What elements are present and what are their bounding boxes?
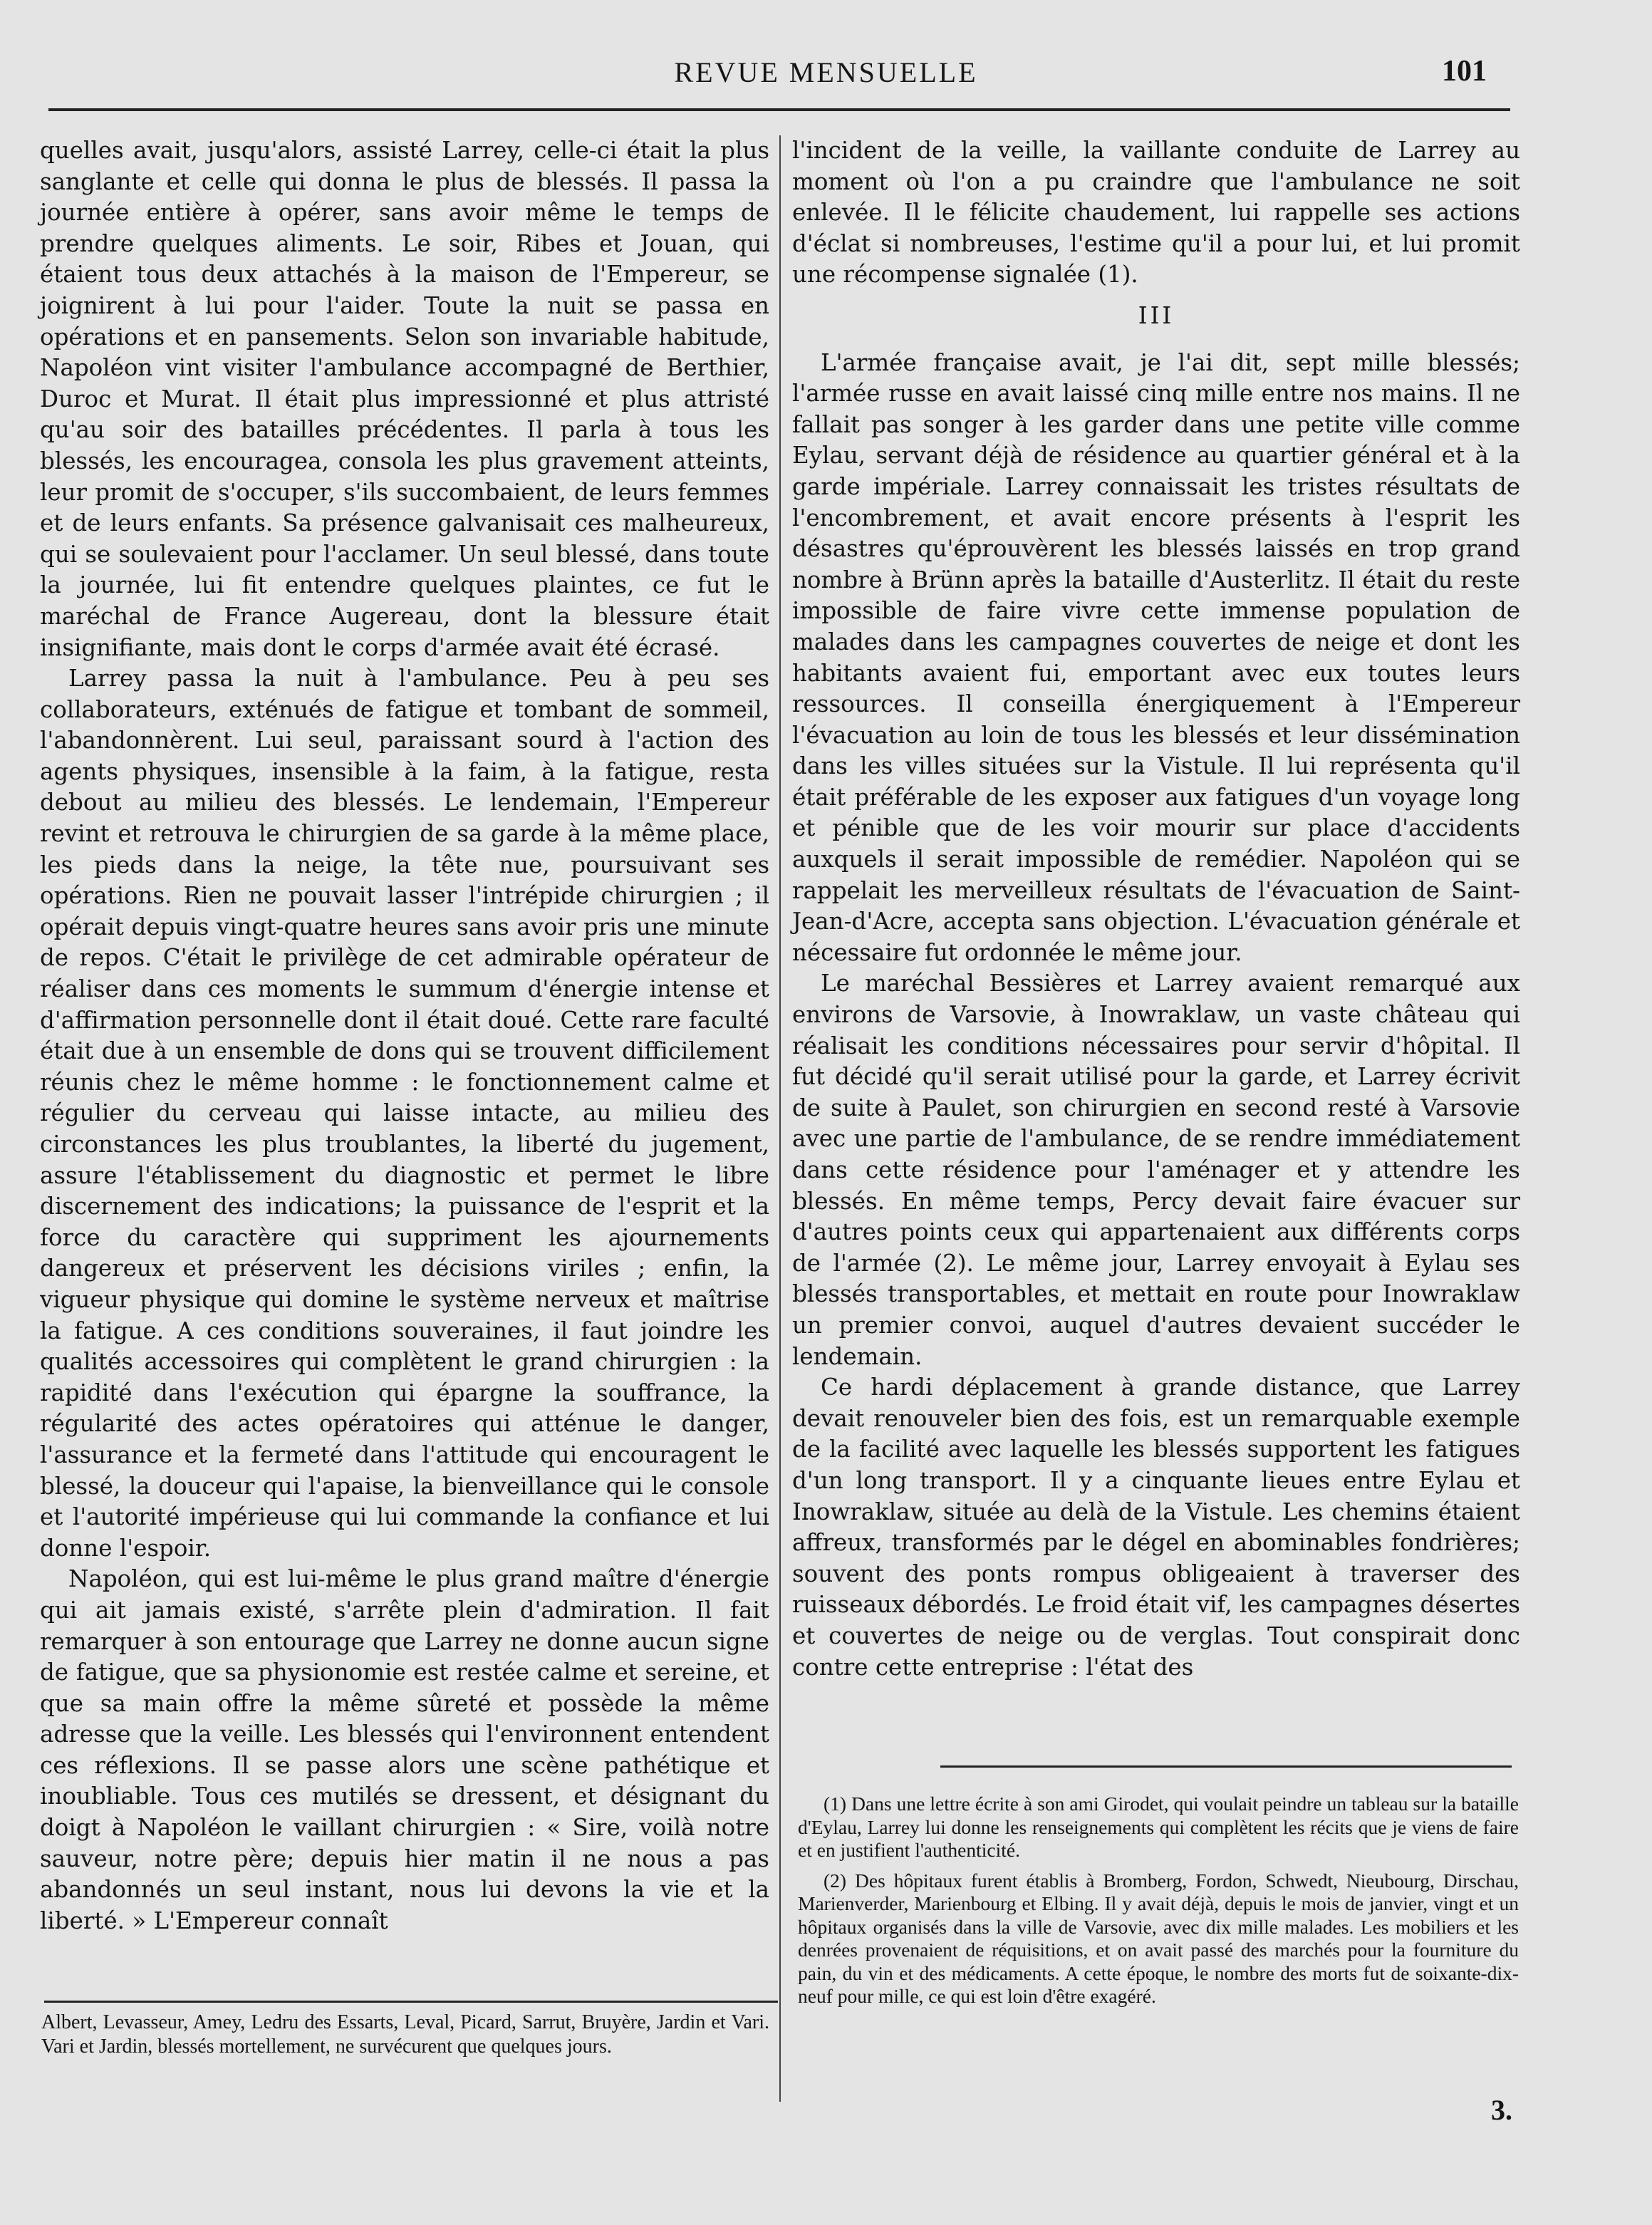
running-header-title: REVUE MENSUELLE bbox=[674, 56, 978, 88]
left-paragraph-2: Larrey passa la nuit à l'ambulance. Peu à peu ses collaborateurs, exténués de fatigue et tombant de sommeil, l'abandonnèrent. Lui seul, paraissant sourd à l'action des agents physiques, insensible à la faim, à la fatigue, resta debout au milieu des blessés. Le lendemain, l'Empereur revint et retrouva le chirurgien de sa garde à la même place, les pieds dans la neige, la tête nue, poursuivant ses opérations. Rien ne pouvait lasser l'intrépide chirurgien ; il opérait depuis vingt-quatre heures sans avoir pris une minute de repos. C'était le privilège de cet admirable opérateur de réaliser dans ces moments le summum d'énergie intense et d'affirmation personnelle dont il était doué. Cette rare faculté était due à un ensemble de dons qui se trouvent difficilement réunis chez le même homme : le fonctionnement calme et régulier du cerveau qui laisse intacte, au milieu des circonstances les plus troublantes, la liberté du jugement, assure l'établissement du diagnostic et permet le libre discernement des indications; la puissance de l'esprit et la force du caractère qui suppriment les ajournements dangereux et préservent les décisions viriles ; enfin, la vigueur physique qui domine le système nerveux et maîtrise la fatigue. A ces conditions souveraines, il faut joindre les qualités accessoires qui complètent le grand chirurgien : la rapidité dans l'exécution qui épargne la souffrance, la régularité des actes opératoires qui atténue le danger, l'assurance et la fermeté dans l'attitude qui encouragent le blessé, la douceur qui l'apaise, la bienveillance qui le console et l'autorité impérieuse qui lui commande la confiance et lui donne l'espoir. bbox=[40, 665, 769, 1562]
left-paragraph-1: quelles avait, jusqu'alors, assisté Larrey, celle-ci était la plus sanglante et celle qui donna le plus de blessés. Il passa la journée entière à opérer, sans avoir même le temps de prendre quelques aliments. Le soir, Ribes et Jouan, qui étaient tous deux attachés à la maison de l'Empereur, se joignirent à lui pour l'aider. Toute la nuit se passa en opérations et en pansements. Selon son invariable habitude, Napoléon vint visiter l'ambulance accompagné de Berthier, Duroc et Murat. Il était plus impressionné et plus attristé qu'au soir des batailles précédentes. Il parla à tous les blessés, les encouragea, consola les plus gravement atteints, leur promit de s'occuper, s'ils succombaient, de leurs femmes et de leurs enfants. Sa présence galvanisait ces malheureux, qui se soulevaient pour l'acclamer. Un seul blessé, dans toute la journée, lui fit entendre quelques plaintes, ce fut le maréchal de France Augereau, dont la blessure était insignifiante, mais dont le corps d'armée avait été écrasé. bbox=[40, 137, 769, 661]
header-rule bbox=[48, 108, 1510, 111]
footnote-2: (2) Des hôpitaux furent établis à Bromberg, Fordon, Schwedt, Nieubourg, Dirschau, Marienverder, Marienbourg et Elbing. Il y avait déjà, depuis le mois de janvier, vingt et un hôpitaux organisés dans la ville de Varsovie, avec dix mille malades. Les mobiliers et les denrées provenaient de réquisitions, et on avait passé des marchés pour la fourniture du pain, du vin et des médicaments. A cette époque, le nombre des morts fut de soixante-dix-neuf pour mille, ce qui est loin d'être exagéré. bbox=[798, 1869, 1519, 2007]
right-column bbox=[792, 135, 1520, 1683]
page-number: 101 bbox=[1442, 55, 1487, 88]
right-footnotes bbox=[798, 1793, 1519, 2016]
left-footnote: Albert, Levasseur, Amey, Ledru des Essarts, Leval, Picard, Sarrut, Bruyère, Jardin et Vari. Vari et Jardin, blessés mortellement, ne survécurent que quelques jours. bbox=[41, 2011, 769, 2058]
left-column bbox=[40, 135, 769, 1936]
signature-mark: 3. bbox=[1491, 2094, 1512, 2126]
right-footnote-rule bbox=[940, 1765, 1512, 1768]
right-paragraph-3: Ce hardi déplacement à grande distance, que Larrey devait renouveler bien des fois, est un remarquable exemple de la facilité avec laquelle les blessés supportent les fatigues d'un long transport. Il y a cinquante lieues entre Eylau et Inowraklaw, située au delà de la Vistule. Les chemins étaient affreux, transformés par le dégel en abominables fondrières; souvent des ponts rompus obligeaient à traverser des ruisseaux débordés. Le froid était vif, les campagnes désertes et couvertes de neige ou de verglas. Tout conspirait donc contre cette entreprise : l'état des bbox=[792, 1374, 1520, 1681]
right-paragraph-continuation: l'incident de la veille, la vaillante conduite de Larrey au moment où l'on a pu craindre que l'ambulance ne soit enlevée. Il le félicite chaudement, lui rappelle ses actions d'éclat si nombreuses, l'estime qu'il a pour lui, et lui promit une récompense signalée (1). bbox=[792, 137, 1520, 289]
right-paragraph-2: Le maréchal Bessières et Larrey avaient remarqué aux environs de Varsovie, à Inowraklaw, un vaste château qui réalisait les conditions nécessaires pour servir d'hôpital. Il fut décidé qu'il serait utilisé pour la garde, et Larrey écrivit de suite à Paulet, son chirurgien en second resté à Varsovie avec une partie de l'ambulance, de se rendre immédiatement dans cette résidence pour l'aménager et y attendre les blessés. En même temps, Percy devait faire évacuer sur d'autres points ceux qui appartenaient aux différents corps de l'armée (2). Le même jour, Larrey envoyait à Eylau ses blessés transportables, et mettait en route pour Inowraklaw un premier convoi, auquel d'autres devaient succéder le lendemain. bbox=[792, 970, 1520, 1370]
footnote-1: (1) Dans une lettre écrite à son ami Girodet, qui voulait peindre un tableau sur la bataille d'Eylau, Larrey lui donne les renseignements qui complètent les récits que je viens de faire et en justifient l'authenticité. bbox=[798, 1793, 1519, 1861]
left-paragraph-3: Napoléon, qui est lui-même le plus grand maître d'énergie qui ait jamais existé, s'arrête plein d'admiration. Il fait remarquer à son entourage que Larrey ne donne aucun signe de fatigue, que sa physionomie est restée calme et sereine, et que sa main offre la même sûreté et possède la même adresse que la veille. Les blessés qui l'environnent entendent ces réflexions. Il se passe alors une scène pathétique et inoubliable. Tous ces mutilés se dressent, et désignant du doigt à Napoléon le vaillant chirurgien : « Sire, voilà notre sauveur, notre père; depuis hier matin il ne nous a pas abandonnés un seul instant, nous lui devons la vie et la liberté. » L'Empereur connaît bbox=[40, 1565, 769, 1934]
section-heading: III bbox=[1138, 301, 1175, 329]
right-paragraph-1: L'armée française avait, je l'ai dit, sept mille blessés; l'armée russe en avait laissé cinq mille entre nos mains. Il ne fallait pas songer à les garder dans une petite ville comme Eylau, servant déjà de résidence au quartier général et à la garde impériale. Larrey connaissait les tristes résultats de l'encombrement, et avait encore présents à l'esprit les désastres qu'éprouvèrent les blessés laissés en trop grand nombre à Brünn après la bataille d'Austerlitz. Il était du reste impossible de faire vivre cette immense population de malades dans les campagnes couvertes de neige et dont les habitants avaient fui, emportant avec eux toutes leurs ressources. Il conseilla énergiquement à l'Empereur l'évacuation au loin de tous les blessés et leur dissémination dans les villes situées sur la Vistule. Il lui représenta qu'il était préférable de les exposer aux fatigues d'un voyage long et pénible que de les voir mourir sur place d'accidents auxquels il serait impossible de remédier. Napoléon qui se rappelait les merveilleux résultats de l'évacuation de Saint-Jean-d'Acre, accepta sans objection. L'évacuation générale et nécessaire fut ordonnée le même jour. bbox=[792, 348, 1520, 966]
left-footnote-rule bbox=[44, 2001, 778, 2003]
column-divider bbox=[779, 135, 781, 2102]
